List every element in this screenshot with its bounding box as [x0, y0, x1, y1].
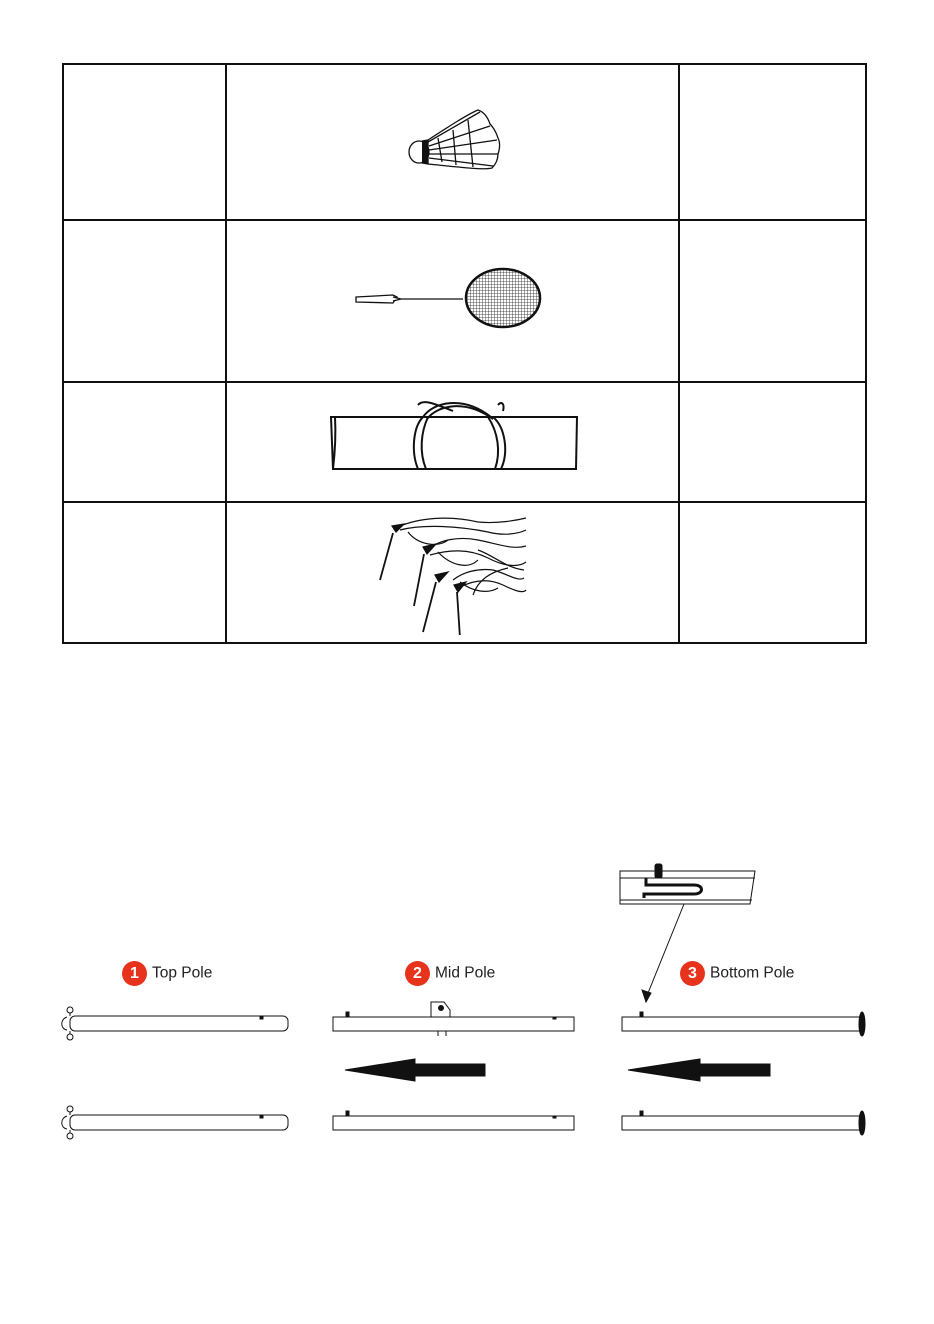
- step-number-badge: 3: [680, 961, 705, 986]
- step-label: Mid Pole: [435, 964, 496, 982]
- part-image-cell: [226, 502, 679, 643]
- bottom-pole-assembled: [622, 1111, 865, 1135]
- insert-arrow-left: [628, 1059, 770, 1081]
- parts-table: [62, 63, 867, 644]
- part-name-cell: [63, 502, 226, 643]
- mid-pole-assembled: [333, 1111, 574, 1130]
- part-image-cell: [226, 220, 679, 382]
- top-pole: [62, 1007, 288, 1040]
- bottom-pole: [622, 1012, 865, 1036]
- table-row: [63, 382, 866, 502]
- step-label: Top Pole: [152, 964, 213, 982]
- part-qty-cell: [679, 64, 866, 220]
- carry-bag-icon: [323, 397, 583, 487]
- part-name-cell: [63, 220, 226, 382]
- part-name-cell: [63, 64, 226, 220]
- part-name-cell: [63, 382, 226, 502]
- part-qty-cell: [679, 382, 866, 502]
- racket-icon: [353, 266, 553, 336]
- spring-clip-detail: [620, 864, 755, 904]
- part-qty-cell: [679, 220, 866, 382]
- step-label: Bottom Pole: [710, 964, 795, 982]
- step-number-badge: 1: [122, 961, 147, 986]
- mid-pole: [333, 1002, 574, 1036]
- table-row: [63, 220, 866, 382]
- table-row: [63, 502, 866, 643]
- part-image-cell: [226, 382, 679, 502]
- insert-arrow-left: [345, 1059, 485, 1081]
- part-image-cell: [226, 64, 679, 220]
- top-pole-assembled: [62, 1106, 288, 1139]
- table-row: [63, 64, 866, 220]
- step-number-badge: 2: [405, 961, 430, 986]
- part-qty-cell: [679, 502, 866, 643]
- shuttlecock-icon: [398, 102, 508, 182]
- net-with-stakes-icon: [378, 510, 528, 635]
- pole-assembly-diagram: [10, 812, 888, 1162]
- poles-illustration: [10, 812, 888, 1162]
